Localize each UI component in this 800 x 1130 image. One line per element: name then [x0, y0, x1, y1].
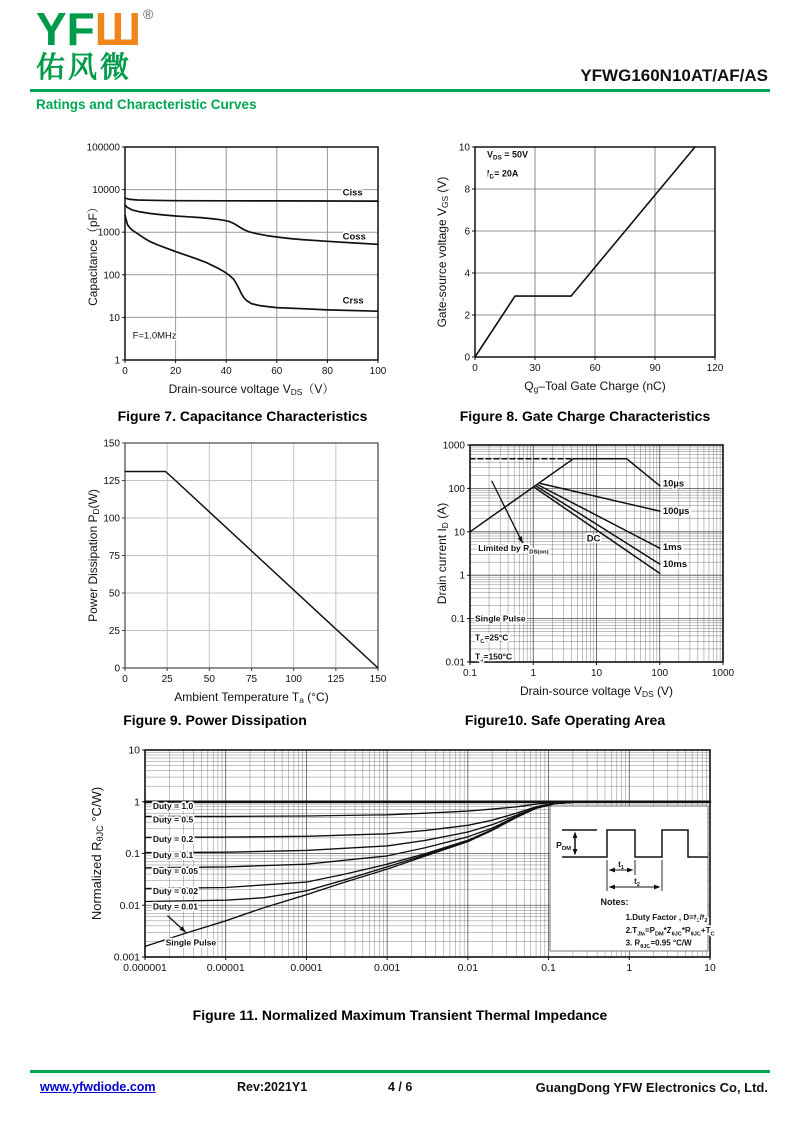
svg-text:0.001: 0.001 [113, 951, 140, 964]
header-divider [30, 89, 770, 92]
svg-text:2.TJM=PDM*ZθJC*RθJC+TC: $2.T_{JM}=P_{DM}*Z_{\theta JC}*R_{\theta JC}+T_C$ [625, 926, 715, 938]
logo-text-green: YF [36, 3, 95, 55]
figure7-capacitance-chart [81, 140, 395, 411]
svg-text:10: 10 [458, 142, 470, 154]
svg-text:10: 10 [453, 527, 465, 539]
revision: Rev:2021Y1 [237, 1080, 308, 1094]
svg-text:0.1: 0.1 [125, 848, 140, 860]
svg-text:100000: 100000 [86, 142, 120, 154]
svg-text:2: 2 [464, 310, 470, 322]
svg-text:1: 1 [134, 796, 140, 809]
svg-text:10ms: 10ms [662, 558, 688, 570]
svg-text:0.000001: 0.000001 [123, 962, 167, 974]
svg-text:40: 40 [220, 366, 232, 377]
svg-text:0.01: 0.01 [457, 962, 479, 974]
svg-text:Ambient Temperature Ta (°C): Ambient Temperature Ta (°C) [174, 690, 329, 706]
company-name: GuangDong YFW Electronics Co, Ltd. [535, 1080, 768, 1095]
svg-text:80: 80 [321, 366, 333, 377]
fig7-svg [81, 140, 395, 406]
svg-text:0.0001: 0.0001 [290, 962, 323, 974]
figure8-caption: Figure 8. Gate Charge Characteristics [459, 408, 711, 424]
figure11-caption: Figure 11. Normalized Maximum Transient Thermal Impedance [192, 1007, 608, 1023]
part-number: YFWG160N10AT/AF/AS [580, 66, 768, 85]
svg-text:50: 50 [203, 674, 215, 685]
svg-text:120: 120 [706, 363, 724, 374]
svg-text:1.Duty Factor , D=t1/t2: 1.Duty Factor , $D=t_1/t_2$ [625, 912, 708, 925]
svg-text:Gate-source voltage VGS (V): Gate-source voltage VGS (V) [435, 176, 451, 328]
svg-text:0: 0 [122, 674, 128, 685]
svg-text:1000: 1000 [97, 227, 120, 239]
svg-text:100: 100 [369, 366, 387, 377]
fig9-svg [81, 433, 395, 715]
svg-text:Power Dissipation PD(W): Power Dissipation PD(W) [86, 489, 102, 622]
svg-text:75: 75 [245, 674, 258, 685]
svg-text:Single Pulse: Single Pulse [475, 613, 526, 624]
svg-text:20: 20 [170, 366, 182, 377]
svg-text:1: 1 [530, 668, 537, 679]
fig8-svg [430, 140, 736, 406]
svg-text:Duty = 0.05: Duty = 0.05 [152, 866, 198, 877]
svg-text:50: 50 [108, 588, 120, 600]
fig10-svg [430, 435, 758, 717]
footer-divider [30, 1070, 770, 1073]
svg-text:Capacitance（pF）: Capacitance（pF） [86, 201, 100, 306]
svg-text:150: 150 [369, 674, 387, 685]
svg-text:10µs: 10µs [662, 478, 685, 490]
svg-text:0.001: 0.001 [374, 962, 401, 974]
svg-text:8: 8 [464, 184, 470, 196]
figure9-power-dissipation-chart [81, 433, 395, 720]
svg-text:150: 150 [103, 438, 120, 450]
website-link[interactable]: www.yfwdiode.com [40, 1080, 156, 1094]
svg-text:0.1: 0.1 [463, 668, 477, 679]
svg-text:Duty = 0.5: Duty = 0.5 [152, 814, 194, 825]
svg-text:25: 25 [161, 674, 173, 685]
svg-text:Duty = 0.02: Duty = 0.02 [152, 885, 198, 896]
svg-text:t2: $t_2$ [634, 877, 640, 889]
yfw-logo [36, 3, 154, 84]
svg-text:Coss: Coss [342, 231, 366, 243]
svg-text:0: 0 [114, 663, 120, 675]
logo-text-orange: Ш [94, 3, 142, 55]
figure9-caption: Figure 9. Power Dissipation [123, 712, 307, 728]
fig11-svg [85, 742, 760, 1002]
logo-chinese-name: 佑风微 [36, 52, 133, 84]
svg-text:10: 10 [704, 962, 716, 974]
svg-text:0.01: 0.01 [445, 657, 465, 669]
svg-text:Drain-source voltage VDS (V): Drain-source voltage VDS (V) [519, 684, 674, 700]
svg-text:1000: 1000 [711, 668, 735, 679]
svg-text:3. RθJC=0.95 °C/W: 3. $R_{\theta JC}=0.95$ °C/W [625, 938, 692, 950]
svg-text:DC: DC [586, 533, 601, 545]
section-title: Ratings and Characteristic Curves [36, 97, 257, 112]
svg-text:Duty = 0.01: Duty = 0.01 [152, 901, 198, 912]
svg-text:30: 30 [529, 363, 541, 374]
svg-text:1: 1 [626, 962, 633, 974]
svg-text:125: 125 [327, 674, 345, 685]
svg-text:100: 100 [103, 270, 120, 282]
svg-text:1: 1 [114, 355, 120, 367]
logo-wordmark [36, 3, 154, 55]
figure11-thermal-impedance-chart [85, 742, 760, 1007]
svg-text:6: 6 [464, 226, 470, 238]
svg-text:0.1: 0.1 [451, 614, 465, 626]
svg-text:TJ=150°C: $T_J=150^\circ C$ [475, 651, 513, 664]
svg-text:60: 60 [589, 363, 601, 374]
svg-text:75: 75 [108, 551, 120, 562]
svg-text:1000: 1000 [442, 440, 465, 452]
svg-text:Ciss: Ciss [342, 187, 363, 199]
svg-text:Limited by RDS(on): Limited by $R_{DS(on)}$ [478, 543, 549, 556]
figure8-gate-charge-chart [430, 140, 736, 411]
svg-text:100: 100 [448, 483, 465, 495]
svg-text:100: 100 [103, 513, 120, 525]
svg-text:100µs: 100µs [662, 505, 690, 517]
svg-text:Qg–Toal Gate Charge (nC): Qg–Toal Gate Charge (nC) [524, 379, 666, 395]
svg-text:0: 0 [122, 366, 128, 377]
svg-text:Duty = 1.0: Duty = 1.0 [152, 801, 194, 812]
svg-text:VDS = 50V: $V_{DS} = 50V$ [487, 149, 529, 162]
svg-text:Duty = 0.1: Duty = 0.1 [152, 849, 194, 860]
svg-text:0: 0 [472, 363, 478, 374]
svg-text:10: 10 [590, 668, 603, 679]
svg-text:0.1: 0.1 [541, 962, 556, 974]
svg-text:t1: $t_1$ [618, 860, 624, 872]
svg-text:TC=25°C: $T_C=25^\circ C$ [475, 632, 509, 645]
svg-text:0.01: 0.01 [119, 899, 140, 912]
svg-text:100: 100 [285, 674, 303, 685]
registered-trademark-icon: ® [143, 6, 154, 22]
svg-text:0.00001: 0.00001 [206, 962, 245, 974]
svg-text:1: 1 [459, 570, 465, 582]
svg-text:0: 0 [464, 352, 470, 364]
svg-text:4: 4 [464, 268, 470, 280]
svg-text:60: 60 [271, 366, 283, 377]
svg-text:Duty = 0.2: Duty = 0.2 [152, 834, 194, 845]
svg-text:F=1.0MHz: F=1.0MHz [132, 330, 177, 342]
svg-text:Notes:: Notes: [600, 897, 629, 908]
svg-text:Single Pulse: Single Pulse [165, 937, 217, 948]
figure10-caption: Figure10. Safe Operating Area [464, 712, 666, 728]
svg-text:10000: 10000 [92, 185, 120, 197]
svg-text:PDM: $P_{DM}$ [556, 840, 571, 853]
svg-text:125: 125 [103, 476, 120, 487]
svg-text:ID= 20A: $I_D= 20A$ [487, 168, 519, 181]
svg-text:90: 90 [649, 363, 661, 374]
svg-text:1ms: 1ms [662, 542, 682, 554]
svg-text:10: 10 [128, 744, 140, 757]
svg-text:Drain-source voltage VDS（V）: Drain-source voltage VDS（V） [168, 382, 335, 398]
svg-text:Crss: Crss [342, 295, 364, 307]
page-number: 4 / 6 [388, 1080, 413, 1094]
figure7-caption: Figure 7. Capacitance Characteristics [117, 408, 368, 424]
svg-text:Drain current ID (A): Drain current ID (A) [435, 502, 451, 605]
svg-text:10: 10 [108, 312, 120, 324]
figure10-soa-chart [430, 435, 758, 722]
svg-text:Normalized RθJC °C/W): Normalized RθJC °C/W) [89, 786, 106, 921]
svg-text:25: 25 [108, 626, 120, 637]
svg-text:100: 100 [651, 668, 669, 679]
